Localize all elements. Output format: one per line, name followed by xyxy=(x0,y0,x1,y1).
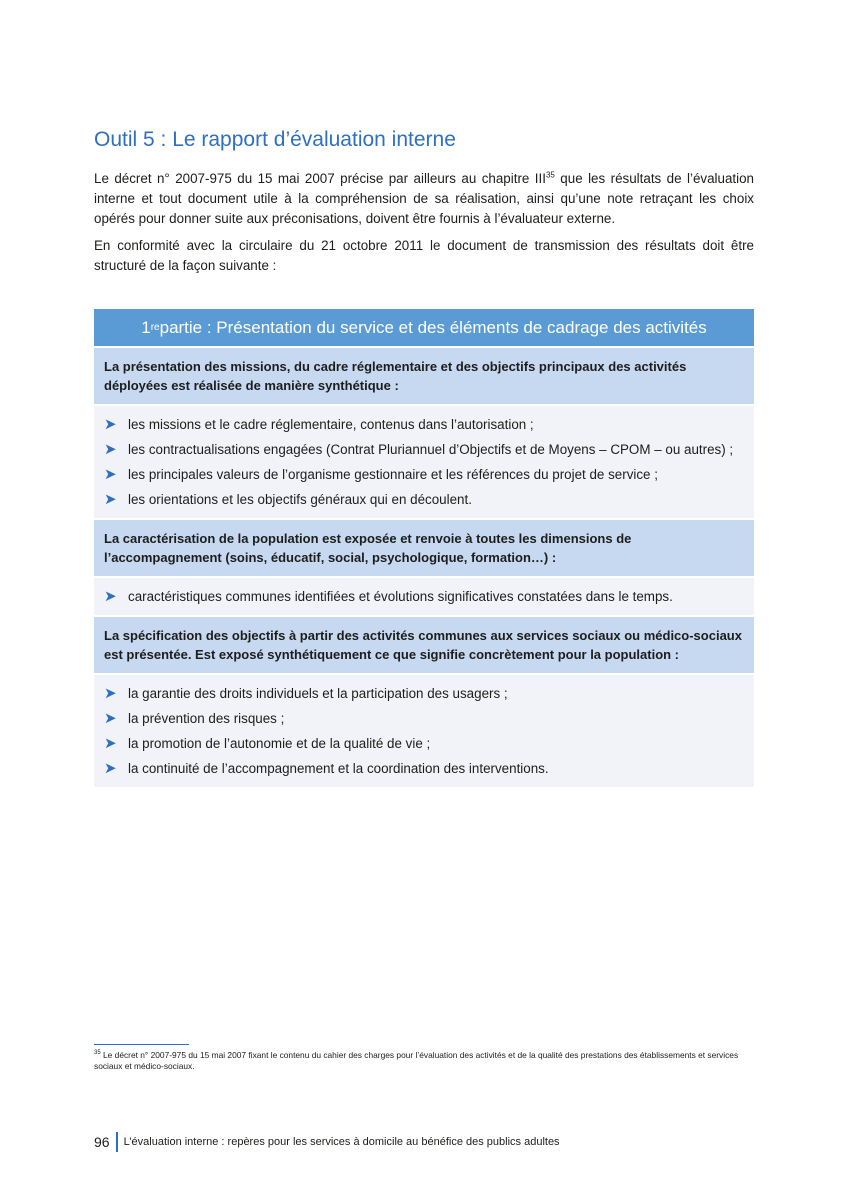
list-item-text: la garantie des droits individuels et la participation des usagers ; xyxy=(128,686,508,701)
panel-heading-text: partie : Présentation du service et des éléments de cadrage des activités xyxy=(159,317,707,337)
section-header-objectives: La spécification des objectifs à partir des activités communes aux services sociaux ou médico-sociaux est présentée. Est exposé synthétiquement ce que signifie concrètement pour la population : xyxy=(94,615,754,673)
list-item xyxy=(104,462,744,487)
page-footer xyxy=(94,1132,560,1152)
running-title: L’évaluation interne : repères pour les services à domicile au bénéfice des publics adultes xyxy=(123,1136,560,1148)
list-item-text: les contractualisations engagées (Contrat Pluriannuel d’Objectifs et de Moyens – CPOM – ou autres) ; xyxy=(128,442,734,457)
list-item xyxy=(104,437,744,462)
arrowhead-right-icon: ➤ xyxy=(104,490,117,508)
arrowhead-right-icon: ➤ xyxy=(104,465,117,483)
list-item xyxy=(104,756,744,781)
footnote-text: Le décret n° 2007-975 du 15 mai 2007 fixant le contenu du cahier des charges pour l’évaluation des activités et de la qualité des prestations des établissements et services sociaux et médico-sociaux. xyxy=(94,1050,739,1071)
arrowhead-right-icon: ➤ xyxy=(104,440,117,458)
arrowhead-right-icon: ➤ xyxy=(104,759,117,777)
arrowhead-right-icon: ➤ xyxy=(104,709,117,727)
list-item-text: les principales valeurs de l’organisme gestionnaire et les références du projet de service ; xyxy=(128,467,658,482)
list-item-text: caractéristiques communes identifiées et évolutions significatives constatées dans le temps. xyxy=(128,589,673,604)
section-list-missions xyxy=(94,404,754,518)
list-item-text: la promotion de l’autonomie et de la qualité de vie ; xyxy=(128,736,431,751)
section-header-missions: La présentation des missions, du cadre réglementaire et des objectifs principaux des activités déployées est réalisée de manière synthétique : xyxy=(94,346,754,404)
list-item xyxy=(104,487,744,512)
footer-divider xyxy=(116,1132,118,1152)
footnote-divider xyxy=(94,1044,189,1045)
list-item-text: les orientations et les objectifs généraux qui en découlent. xyxy=(128,492,472,507)
section-list-objectives xyxy=(94,673,754,787)
intro-text-end: que les résultats de l’évaluation interne et tout document utile à la compréhension de sa réalisation, ainsi qu’une note retraçant les choix opérés pour donner suite aux préconisations, doivent être fournis à l’évaluateur externe. xyxy=(94,171,754,226)
section-list-population xyxy=(94,576,754,615)
conformity-paragraph: En conformité avec la circulaire du 21 octobre 2011 le document de transmission des résultats doit être structuré de la façon suivante : xyxy=(94,238,754,273)
arrowhead-right-icon: ➤ xyxy=(104,587,117,605)
panel-heading: 1 re partie : Présentation du service et des éléments de cadrage des activités xyxy=(94,309,754,346)
footnote-ref[interactable]: 35 xyxy=(545,170,555,180)
list-item xyxy=(104,731,744,756)
footnote-number: 35 xyxy=(94,1050,101,1057)
arrowhead-right-icon: ➤ xyxy=(104,415,117,433)
arrowhead-right-icon: ➤ xyxy=(104,684,117,702)
list-item xyxy=(104,706,744,731)
panel-heading-num: 1 xyxy=(141,317,151,337)
list-item-text: la continuité de l’accompagnement et la coordination des interventions. xyxy=(128,761,549,776)
page-number: 96 xyxy=(94,1134,110,1150)
list-item xyxy=(104,412,744,437)
footnote xyxy=(94,1050,756,1072)
arrowhead-right-icon: ➤ xyxy=(104,734,117,752)
page-title: Outil 5 : Le rapport d’évaluation interne xyxy=(94,128,456,151)
intro-paragraph xyxy=(94,169,754,229)
list-item xyxy=(104,681,744,706)
list-item xyxy=(104,584,744,609)
structure-panel xyxy=(94,309,754,787)
intro-text-start: Le décret n° 2007-975 du 15 mai 2007 précise par ailleurs au chapitre III xyxy=(94,171,546,186)
list-item-text: la prévention des risques ; xyxy=(128,711,285,726)
list-item-text: les missions et le cadre réglementaire, contenus dans l’autorisation ; xyxy=(128,417,534,432)
section-header-population: La caractérisation de la population est exposée et renvoie à toutes les dimensions de l’accompagnement (soins, éducatif, social, psychologique, formation…) : xyxy=(94,518,754,576)
